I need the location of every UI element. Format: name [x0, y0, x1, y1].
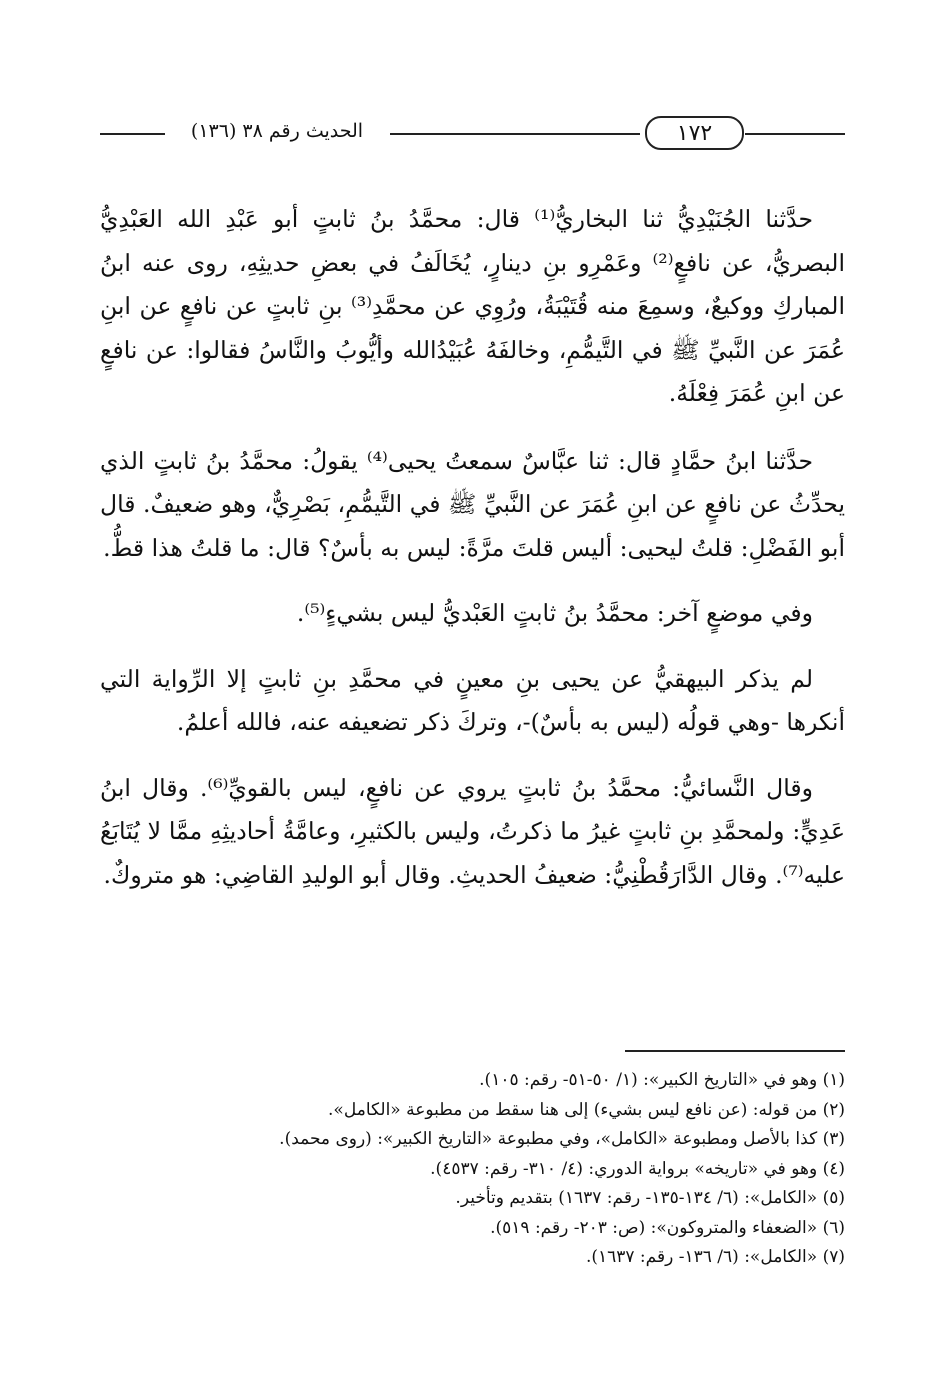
footnote-5: (٥) «الكامل»: (٦/ ١٣٤-١٣٥- رقم: ١٦٣٧) بتقديم وتأخير.: [455, 1188, 845, 1208]
footnote-1: (١) وهو في «التاريخ الكبير»: (١/ ٥٠-٥١- رقم: ١٠٥).: [479, 1070, 845, 1090]
footnotes: [100, 1066, 845, 1273]
paragraph-4: لم يذكر البيهقيُّ عن يحيى بنِ معينٍ في محمَّدِ بنِ ثابتٍ إلا الرِّواية التي أنكرها -وهي قولُه (ليس به بأسٌ)-، وتركَ ذكر تضعيفه عنه، فالله أعلمُ.: [100, 664, 845, 736]
page-number-frame: [645, 116, 744, 150]
footnote-6: (٦) «الضعفاء والمتروكون»: (ص: ٢٠٣- رقم: ٥١٩).: [490, 1217, 845, 1238]
running-title: الحديث رقم ٣٨ (١٣٦): [190, 120, 364, 142]
footnote-separator: [625, 1050, 845, 1052]
footnote-4: (٤) وهو في «تاريخه» برواية الدوري: (٤/ ٣١٠- رقم: ٤٥٣٧).: [430, 1158, 845, 1179]
header-rule-middle: [390, 133, 640, 135]
header-rule-left: [100, 133, 165, 135]
page-header: [100, 112, 845, 152]
header-rule-right: [745, 133, 845, 135]
main-text: [100, 198, 845, 919]
page-number: ١٧٢: [676, 120, 713, 146]
footnote-2: (٢) من قوله: (عن نافع ليس بشيء) إلى هنا سقط من مطبوعة «الكامل».: [328, 1099, 845, 1120]
paragraph-2: حدَّثنا ابنُ حمَّادٍ قال: ثنا عبَّاسٌ سمعتُ يحيى⁽⁴⁾ يقولُ: محمَّدُ بنُ ثابتٍ الذي يحدِّثُ عن نافعٍ عن ابنِ عُمَرَ عن النَّبيِّ ﷺ في التَّيمُّمِ، بَصْرِيٌّ، وهو ضعيفٌ. قال أبو الفَضْلِ: قلتُ ليحيى: أليس قلتَ مرَّةً: ليس به بأسٌ؟ قال: ما قلتُ هذا قطُّ.: [100, 446, 845, 562]
footnote-7: (٧) «الكامل»: (٦/ ١٣٦- رقم: ١٦٣٧).: [585, 1247, 845, 1267]
paragraph-3: وفي موضعٍ آخر: محمَّدُ بنُ ثابتٍ العَبْديُّ ليس بشيءٍ⁽⁵⁾.: [296, 599, 813, 627]
footnote-3: (٣) كذا بالأصل ومطبوعة «الكامل»، وفي مطبوعة «التاريخ الكبير»: (روى محمد).: [279, 1129, 845, 1149]
paragraph-1: حدَّثنا الجُنَيْدِيُّ ثنا البخاريُّ⁽¹⁾ قال: محمَّدُ بنُ ثابتٍ أبو عَبْدِ الله العَبْدِيُّ البصريُّ، عن نافعٍ⁽²⁾ وعَمْرِو بنِ دينارٍ، يُخَالَفُ في بعضِ حديثِهِ، روى عنه ابنُ المباركِ ووكيعٌ، وسمِعَ منه قُتَيْبَةُ، ورُوِي عن محمَّدِ⁽³⁾ بنِ ثابتٍ عن نافعٍ عن ابنِ عُمَرَ عن النَّبيِّ ﷺ في التَّيمُّمِ، وخالفَهُ عُبَيْدُالله وأيُّوبُ والنَّاسُ فقالوا: عن نافعٍ عن ابنِ عُمَرَ فِعْلَهُ.: [100, 205, 845, 407]
paragraph-5: وقال النَّسائيُّ: محمَّدُ بنُ ثابتٍ يروي عن نافعٍ، ليس بالقويِّ⁽⁶⁾. وقال ابنُ عَدِيٍّ: ولمحمَّدِ بنِ ثابتٍ غيرُ ما ذكرتُ، وليس بالكثيرِ، وعامَّةُ أحاديثِهِ ممَّا لا يُتَابَعُ عليه⁽⁷⁾. وقال الدَّارَقُطْنِيُّ: ضعيفُ الحديثِ. وقال أبو الوليدِ القاضِي: هو متروكٌ.: [100, 773, 845, 889]
